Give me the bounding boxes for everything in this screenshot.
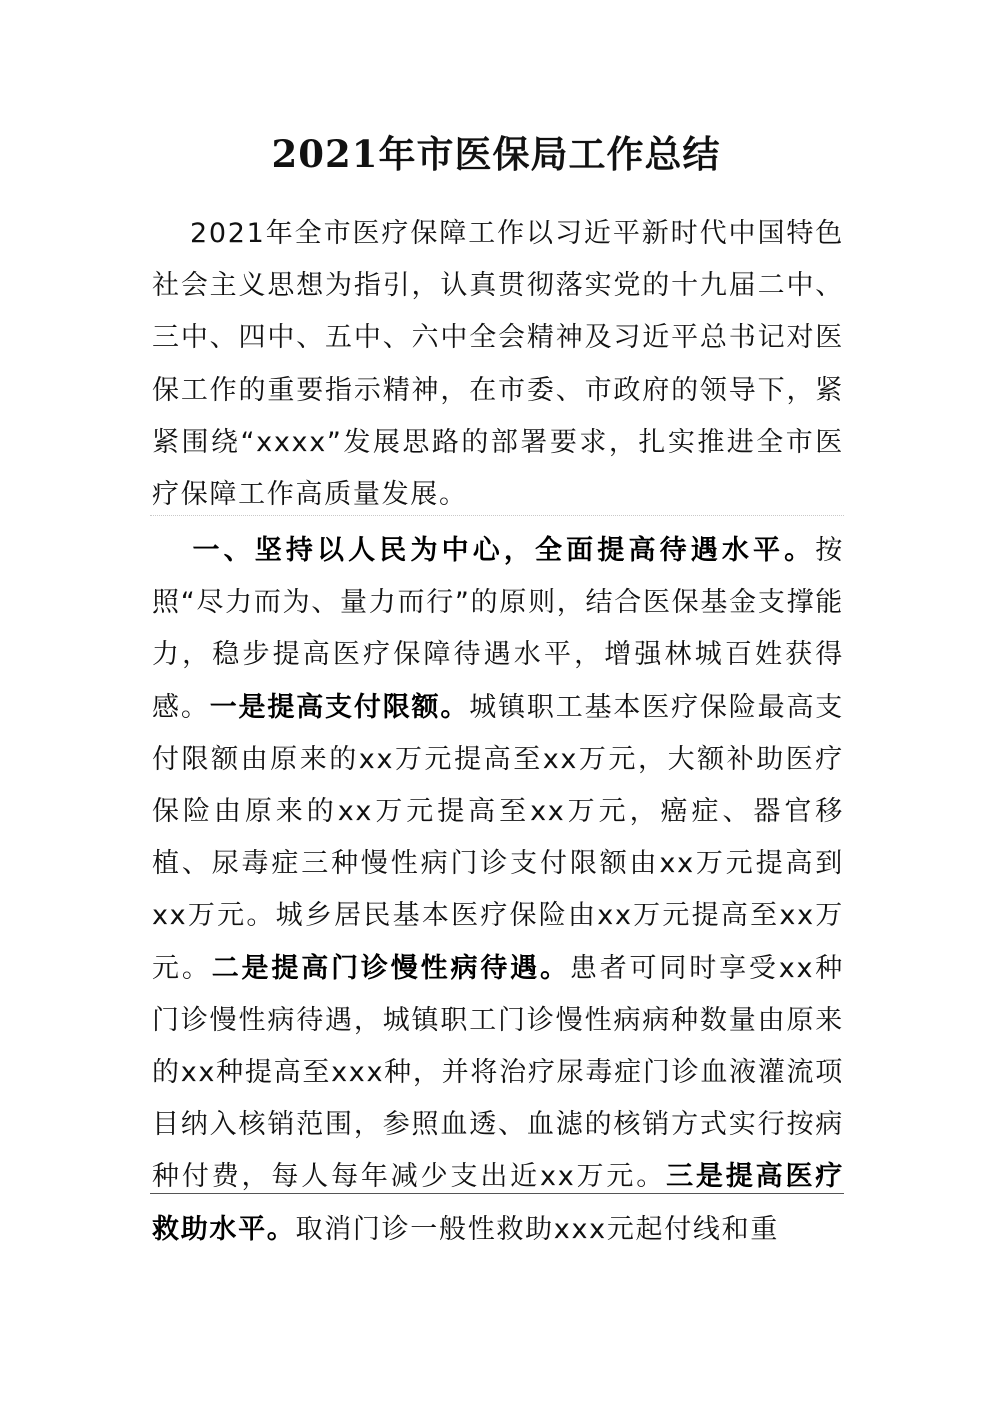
intro-text: 2021年全市医疗保障工作以习近平新时代中国特色社会主义思想为指引，认真贯彻落实党的十九届二中、三中、四中、五中、六中全会精神及习近平总书记对医保工作的重要指示精神，在市委、市政府的领导下，紧紧围绕“xxxx”发展思路的部署要求，扎实推进全市医疗保障工作高质量发展。 <box>152 218 844 511</box>
point3-label: 三是提高医疗救助水平。 <box>152 1161 844 1245</box>
section-divider <box>150 515 844 516</box>
point3-text: 取消门诊一般性救助xxx元起付线和重 <box>295 1213 780 1245</box>
intro-paragraph <box>152 208 844 521</box>
point1-text: 城镇职工基本医疗保险最高支付限额由原来的xx万元提高至xx万元，大额补助医疗保险由原来的xx万元提高至xx万元，癌症、器官移植、尿毒症三种慢性病门诊支付限额由xx万元提高到xx万元。城乡居民基本医疗保险由xx万元提高至xx万元。 <box>152 691 844 984</box>
section1-paragraph <box>152 525 844 1256</box>
point2-label: 二是提高门诊慢性病待遇。 <box>211 952 570 984</box>
page-bottom-rule <box>150 1193 844 1194</box>
point1-label: 一是提高支付限额。 <box>209 691 470 723</box>
document-title: 2021年市医保局工作总结 <box>271 132 721 176</box>
point2-text: 患者可同时享受xx种门诊慢性病待遇，城镇职工门诊慢性病病种数量由原来的xx种提高至xxx种，并将治疗尿毒症门诊血液灌流项目纳入核销范围，参照血透、血滤的核销方式实行按病种付费，每人每年减少支出近xx万元。 <box>152 952 844 1193</box>
section1-text: 按照“尽力而为、量力而行”的原则，结合医保基金支撑能力，稳步提高医疗保障待遇水平，增强林城百姓获得感。 <box>152 535 844 723</box>
section1-heading: 一、坚持以人民为中心，全面提高待遇水平。 <box>190 535 816 566</box>
